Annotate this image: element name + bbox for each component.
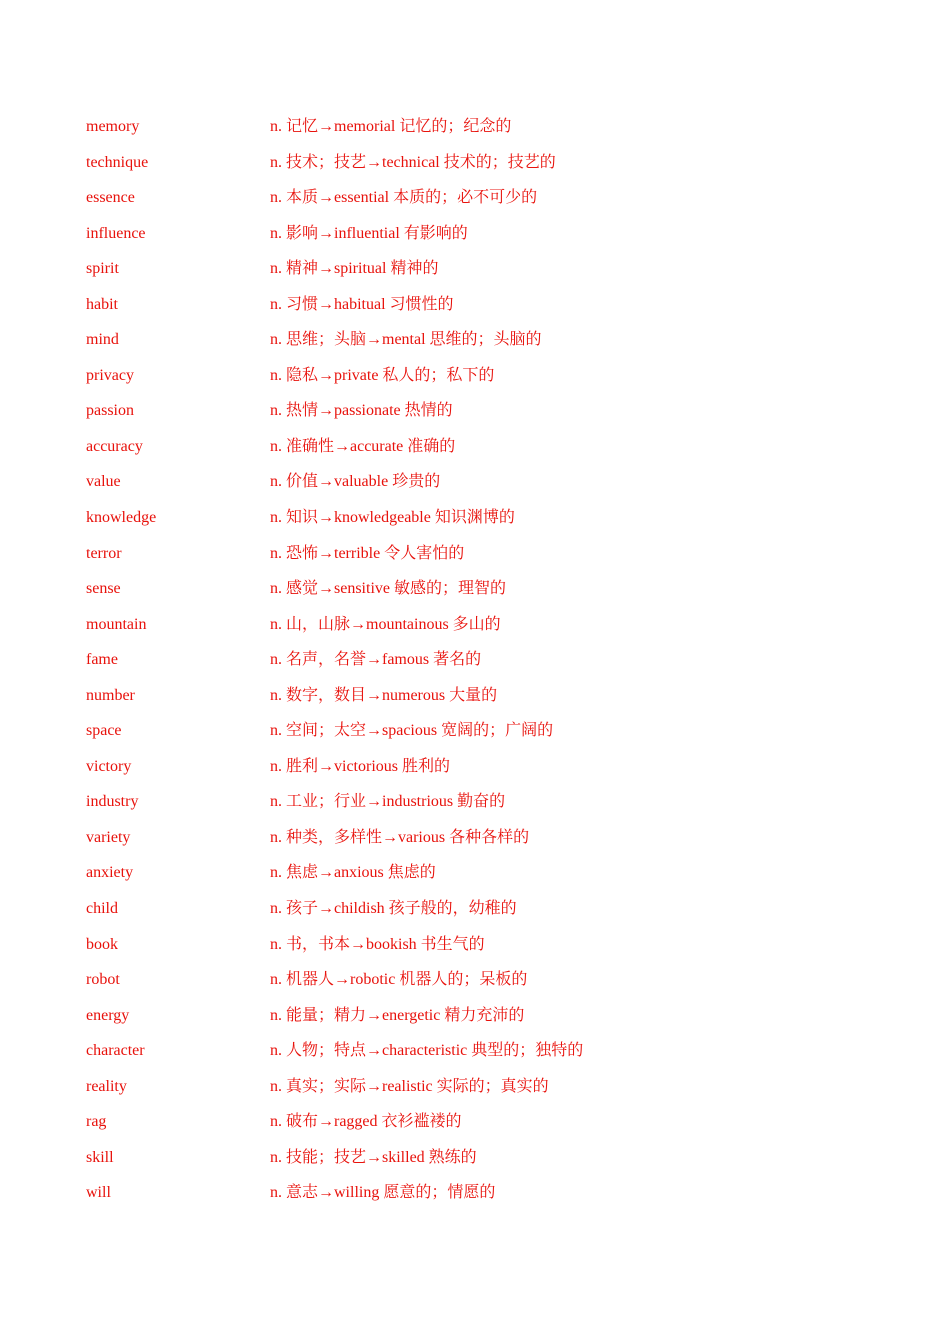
vocabulary-word: space (86, 722, 122, 740)
vocabulary-row (86, 749, 886, 785)
vocabulary-definition: n. 恐怖→terrible 令人害怕的 (270, 544, 465, 562)
vocabulary-definition: n. 焦虑→anxious 焦虑的 (270, 864, 436, 882)
vocabulary-word: child (86, 900, 118, 918)
vocabulary-row (86, 322, 886, 358)
vocabulary-row (86, 713, 886, 749)
vocabulary-row (86, 180, 886, 216)
vocabulary-word: mind (86, 331, 119, 349)
vocabulary-definition: n. 价值→valuable 珍贵的 (270, 473, 441, 491)
vocabulary-definition: n. 数字，数目→numerous 大量的 (270, 686, 498, 704)
vocabulary-row (86, 251, 886, 287)
vocabulary-row (86, 109, 886, 145)
vocabulary-row (86, 536, 886, 572)
vocabulary-row (86, 820, 886, 856)
vocabulary-word: industry (86, 793, 139, 811)
vocabulary-row (86, 1069, 886, 1105)
vocabulary-definition: n. 技术；技艺→technical 技术的；技艺的 (270, 153, 556, 171)
vocabulary-definition: n. 胜利→victorious 胜利的 (270, 757, 450, 775)
vocabulary-word: robot (86, 971, 120, 989)
vocabulary-word: number (86, 686, 135, 704)
vocabulary-definition: n. 人物；特点→characteristic 典型的；独特的 (270, 1042, 584, 1060)
vocabulary-word: essence (86, 189, 135, 207)
vocabulary-definition: n. 准确性→accurate 准确的 (270, 437, 456, 455)
vocabulary-word: influence (86, 224, 146, 242)
vocabulary-word: energy (86, 1006, 130, 1024)
vocabulary-definition: n. 机器人→robotic 机器人的；呆板的 (270, 971, 528, 989)
vocabulary-word: knowledge (86, 509, 157, 527)
vocabulary-definition: n. 意志→willing 愿意的；情愿的 (270, 1184, 496, 1202)
vocabulary-definition: n. 感觉→sensitive 敏感的；理智的 (270, 580, 506, 598)
vocabulary-definition: n. 工业；行业→industrious 勤奋的 (270, 793, 506, 811)
vocabulary-word: habit (86, 295, 118, 313)
vocabulary-row (86, 927, 886, 963)
vocabulary-row (86, 855, 886, 891)
vocabulary-row (86, 145, 886, 181)
vocabulary-word: privacy (86, 366, 134, 384)
vocabulary-definition: n. 知识→knowledgeable 知识渊博的 (270, 509, 515, 527)
vocabulary-row (86, 962, 886, 998)
vocabulary-word: rag (86, 1113, 107, 1131)
vocabulary-word: sense (86, 580, 121, 598)
vocabulary-definition: n. 破布→ragged 衣衫褴褛的 (270, 1113, 462, 1131)
vocabulary-row (86, 678, 886, 714)
vocabulary-word: character (86, 1042, 145, 1060)
vocabulary-row (86, 1140, 886, 1176)
vocabulary-definition: n. 隐私→private 私人的；私下的 (270, 366, 495, 384)
vocabulary-word: anxiety (86, 864, 134, 882)
vocabulary-row (86, 1175, 886, 1211)
vocabulary-word: terror (86, 544, 122, 562)
vocabulary-word: accuracy (86, 437, 143, 455)
vocabulary-word: spirit (86, 260, 119, 278)
vocabulary-definition: n. 名声，名誉→famous 著名的 (270, 651, 482, 669)
vocabulary-definition: n. 影响→influential 有影响的 (270, 224, 468, 242)
vocabulary-word: technique (86, 153, 149, 171)
vocabulary-row (86, 358, 886, 394)
vocabulary-row (86, 571, 886, 607)
vocabulary-definition: n. 山，山脉→mountainous 多山的 (270, 615, 501, 633)
vocabulary-row (86, 429, 886, 465)
vocabulary-definition: n. 孩子→childish 孩子般的，幼稚的 (270, 900, 517, 918)
vocabulary-word: memory (86, 118, 140, 135)
vocabulary-definition: n. 书，书本→bookish 书生气的 (270, 935, 485, 953)
vocabulary-row (86, 998, 886, 1034)
vocabulary-row (86, 393, 886, 429)
vocabulary-row (86, 1104, 886, 1140)
vocabulary-row (86, 784, 886, 820)
vocabulary-definition: n. 习惯→habitual 习惯性的 (270, 295, 454, 313)
vocabulary-word: will (86, 1184, 111, 1202)
vocabulary-row (86, 464, 886, 500)
vocabulary-definition: n. 技能；技艺→skilled 熟练的 (270, 1148, 477, 1166)
vocabulary-word: skill (86, 1148, 114, 1166)
vocabulary-list (86, 109, 886, 1211)
vocabulary-definition: n. 本质→essential 本质的；必不可少的 (270, 189, 538, 207)
vocabulary-row (86, 287, 886, 323)
vocabulary-word: passion (86, 402, 134, 420)
vocabulary-row (86, 891, 886, 927)
vocabulary-row (86, 642, 886, 678)
vocabulary-word: reality (86, 1077, 127, 1095)
vocabulary-row (86, 1033, 886, 1069)
vocabulary-word: value (86, 473, 121, 491)
vocabulary-definition: n. 能量；精力→energetic 精力充沛的 (270, 1006, 525, 1024)
vocabulary-word: mountain (86, 615, 147, 633)
vocabulary-word: variety (86, 828, 131, 846)
vocabulary-definition: n. 思维；头脑→mental 思维的；头脑的 (270, 331, 542, 349)
vocabulary-row (86, 607, 886, 643)
vocabulary-word: fame (86, 651, 118, 669)
vocabulary-definition: n. 热情→passionate 热情的 (270, 402, 453, 420)
vocabulary-row (86, 216, 886, 252)
vocabulary-definition: n. 空间；太空→spacious 宽阔的；广阔的 (270, 722, 554, 740)
vocabulary-row (86, 500, 886, 536)
vocabulary-definition: n. 记忆→memorial 记忆的；纪念的 (270, 118, 512, 135)
vocabulary-definition: n. 精神→spiritual 精神的 (270, 260, 439, 278)
vocabulary-word: victory (86, 757, 132, 775)
vocabulary-word: book (86, 935, 118, 953)
vocabulary-definition: n. 种类，多样性→various 各种各样的 (270, 828, 530, 846)
vocabulary-definition: n. 真实；实际→realistic 实际的；真实的 (270, 1077, 549, 1095)
